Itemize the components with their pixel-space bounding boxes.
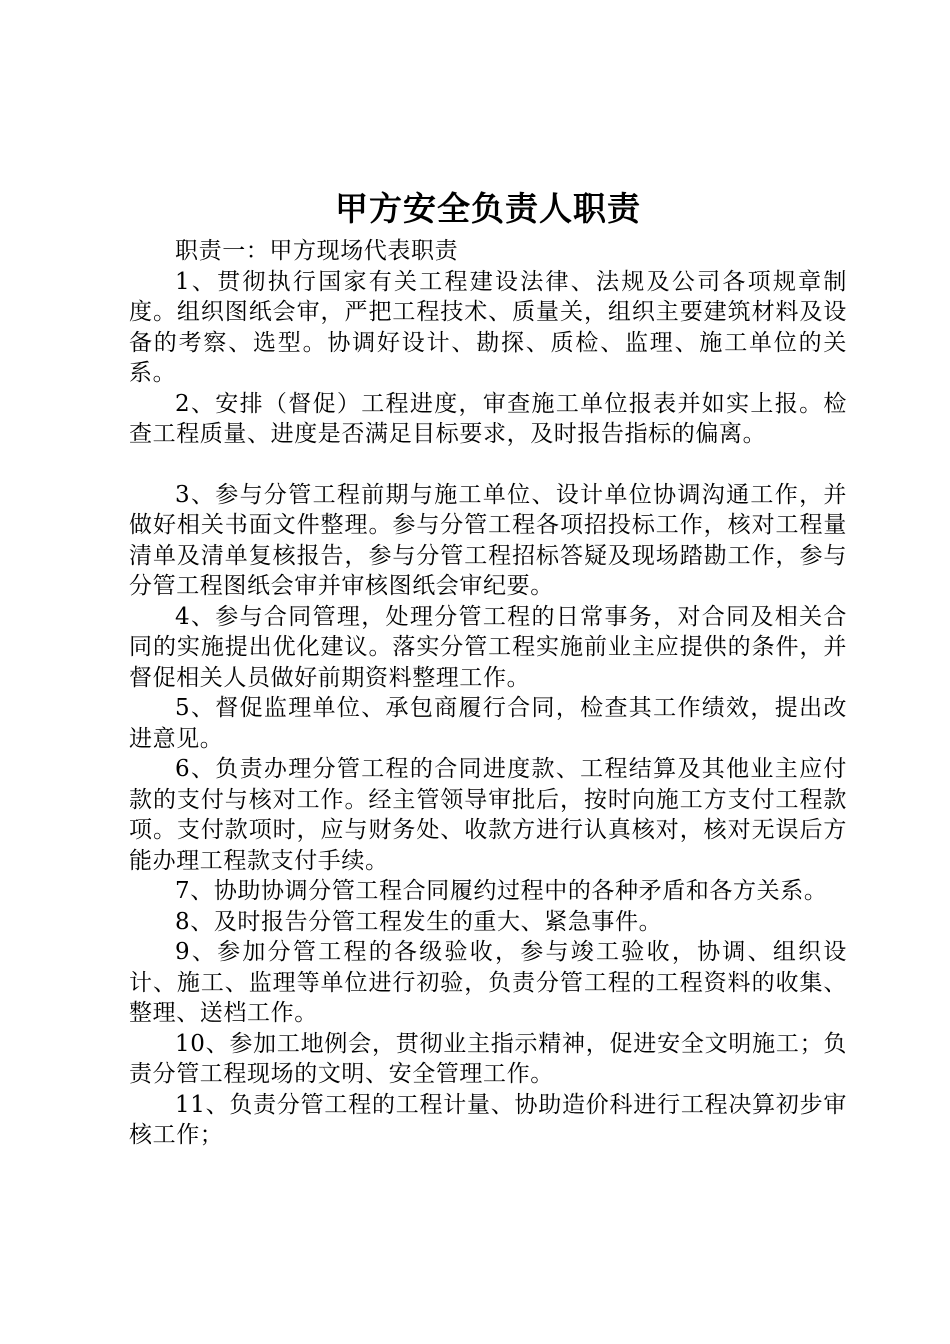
paragraph-11: 11、负责分管工程的工程计量、协助造价科进行工程决算初步审核工作； <box>129 1091 847 1148</box>
paragraph-9: 9、参加分管工程的各级验收，参与竣工验收，协调、组织设计、施工、监理等单位进行初验，负责分管工程的工程资料的收集、整理、送档工作。 <box>129 939 847 1026</box>
paragraph-8: 8、及时报告分管工程发生的重大、紧急事件。 <box>175 908 663 935</box>
paragraph-7: 7、协助协调分管工程合同履约过程中的各种矛盾和各方关系。 <box>175 878 828 904</box>
paragraph-2: 2、安排（督促）工程进度，审查施工单位报表并如实上报。检查工程质量、进度是否满足目标要求，及时报告指标的偏离。 <box>129 390 847 447</box>
paragraph-5: 5、督促监理单位、承包商履行合同，检查其工作绩效，提出改进意见。 <box>129 695 847 752</box>
document-page <box>129 182 847 1151</box>
paragraph-3: 3、参与分管工程前期与施工单位、设计单位协调沟通工作，并做好相关书面文件整理。参与分管工程各项招投标工作，核对工程量清单及清单复核报告，参与分管工程招标答疑及现场踏勘工作，参与分管工程图纸会审并审核图纸会审纪要。 <box>129 481 847 599</box>
paragraph-10: 10、参加工地例会，贯彻业主指示精神，促进安全文明施工；负责分管工程现场的文明、安全管理工作。 <box>129 1030 847 1087</box>
paragraph-6: 6、负责办理分管工程的合同进度款、工程结算及其他业主应付款的支付与核对工作。经主管领导审批后，按时向施工方支付工程款项。支付款项时，应与财务处、收款方进行认真核对，核对无误后方能办理工程款支付手续。 <box>129 756 847 874</box>
section-heading: 职责一：甲方现场代表职责 <box>175 238 459 264</box>
paragraph-1: 1、贯彻执行国家有关工程建设法律、法规及公司各项规章制度。组织图纸会审，严把工程技术、质量关，组织主要建筑材料及设备的考察、选型。协调好设计、勘探、质检、监理、施工单位的关系。 <box>129 268 847 386</box>
document-title: 甲方安全负责人职责 <box>335 189 641 228</box>
paragraph-4: 4、参与合同管理，处理分管工程的日常事务，对合同及相关合同的实施提出优化建议。落实分管工程实施前业主应提供的条件，并督促相关人员做好前期资料整理工作。 <box>129 603 847 691</box>
